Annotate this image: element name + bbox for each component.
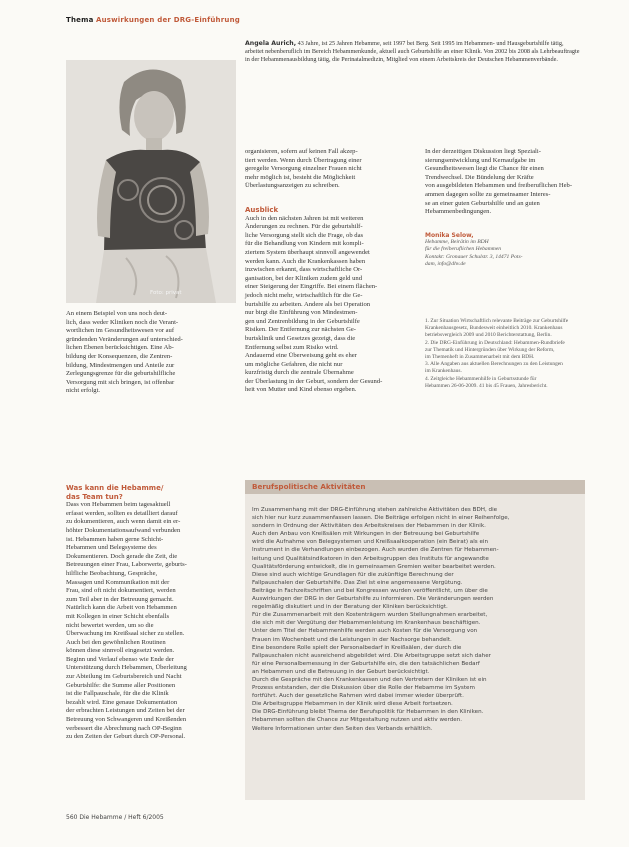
reference-line: Krankenhausgesetz, Bundesweit einheitlich 2010. Krankenhaus <box>425 325 563 332</box>
team-line: der erbrachten Leistungen und Zeiten bei der <box>66 707 185 715</box>
author-line: für die freiberuflichen Hebammen <box>425 246 502 253</box>
ausblick-line: Änderungen zu rechnen. Für die geburtshilf- <box>245 223 363 231</box>
team-line: hilfliche Beobachtung, Gespräche, <box>66 569 158 577</box>
box-line: an Hebammen und die Betreuung in der Geburt berücksichtigt. <box>252 668 430 675</box>
col3-line: sierungsentwicklung und Kernaufgabe im <box>425 156 536 164</box>
box-line: Die DRG-Einführung bleibt Thema der Berufspolitik für Hebammen in den Kliniken. <box>252 709 484 716</box>
team-line: Überwachung im Kreißsaal sicher zu stellen. <box>66 630 185 638</box>
ausblick-line: Entfernung selbst zum Risiko wird. <box>245 343 339 351</box>
reference-line: Hebammen 26-06-2009. 41 bis 45 Frauen, Jahresbericht. <box>425 382 548 389</box>
box-line: Fallpauschalen der Geburtshilfe. Das Ziel ist eine angemessene Vergütung. <box>252 579 463 586</box>
col1-top-text <box>66 310 236 396</box>
team-line: mit Kollegen in einer Schicht ebenfalls <box>66 612 170 620</box>
box-line: fortführt. Auch der gesetzliche Rahmen wird dabei immer wieder überprüft. <box>252 693 464 700</box>
box-line: Beiträge in Fachzeitschriften und bei Kongressen wurden veröffentlicht, um über die <box>252 587 488 594</box>
ausblick-line: Auch in den nächsten Jahren ist mit weiteren <box>245 214 364 222</box>
ausblick-line: nur birgt die Einführung von Mindestmen- <box>245 309 358 317</box>
ausblick-line: ganisation, bei der Kliniken zudem geld und <box>245 274 363 282</box>
header-subtitle: Auswirkungen der DRG-Einführung <box>95 16 240 24</box>
author-name: Monika Selow, <box>425 232 474 239</box>
col3-top-text <box>425 148 595 217</box>
running-header <box>66 16 240 24</box>
ausblick-line: gen und Zentrenbildung in der Geburtshilfe <box>245 317 360 325</box>
author-photo <box>66 60 236 303</box>
references <box>425 318 595 390</box>
team-heading-line1: Was kann die Hebamme/ <box>66 484 164 492</box>
col3-line: Hebammenbedingungen. <box>425 208 492 216</box>
team-line: können diese sinnvoll eingesetzt werden. <box>66 647 175 655</box>
ausblick-line: Risiken. Der Entfernung zur nächsten Ge- <box>245 326 356 334</box>
box-line: Fallpauschalen nicht ausreichend abgebildet wird. Die Arbeitsgruppe setzt sich daher <box>252 652 491 659</box>
team-line: Hebammen und Belegsysteme des <box>66 544 157 552</box>
ausblick-line: ziertem System überhaupt sinnvoll angewendet <box>245 248 370 256</box>
photo-credit: Foto: privat <box>150 290 182 296</box>
author-line: Kontakt: Gronauer Schulstr. 3, 14471 Pots- <box>425 253 523 260</box>
team-line: erfasst werden, sollten es detailliert darauf <box>66 509 178 517</box>
team-line: nicht bewertet werden, um so die <box>66 621 154 629</box>
team-line: Geburtshilfe: die Summe aller Positionen <box>66 681 176 689</box>
team-line: Unterstützung durch Hebammen, Überleitung <box>66 664 187 672</box>
box-line: wird die Aufnahme von Belegsystemen und Kreißsaalkooperation (ein Beirat) als ein <box>252 539 489 546</box>
box-line: Auch den Anbau von Kreißsälen mit Wirkungen in der Betreuung bei Geburtshilfe <box>252 531 480 538</box>
col1-line: Zerlegungsgrenze für die geburtshilfliche <box>66 370 176 378</box>
box-line: die sich mit der Vergütung der Hebammenleistung im Krankenhaus beschäftigen. <box>252 620 481 627</box>
team-line: Beginn und Verlauf ebenso wie Ende der <box>66 655 174 663</box>
author-line: dam, info@dhv.de <box>425 261 466 268</box>
team-line: höhter Dokumentationsaufwand verbunden <box>66 526 181 534</box>
reference-line: im Themenheft in Zusammenarbeit mit dem BDH. <box>425 354 535 361</box>
reference-line: 2. Die DRG-Einführung in Deutschland: Hebammen-Rundbriefe <box>425 339 565 346</box>
team-line: zu dokumentieren, auch wenn damit ein er- <box>66 518 181 526</box>
team-line: ist die Fallpauschale, für die die Klinik <box>66 690 169 698</box>
reference-line: betriebsvergleich 2009 und 2010 Berichterstattung, Berlin. <box>425 332 552 339</box>
team-line: Betreuung von Schwangeren und Kreißenden <box>66 716 187 724</box>
ausblick-line: Andauernd eine Überweisung geht es eher <box>245 352 357 360</box>
box-line: Die Arbeitsgruppe Hebammen in der Klinik wird diese Arbeit fortsetzen. <box>252 701 453 708</box>
box-line: leitung und Qualitätsindikatoren in den Arbeitsgruppen des Instituts für angewandte <box>252 555 489 562</box>
reference-line: im Krankenhaus. <box>425 368 462 375</box>
author-bio <box>245 40 581 64</box>
col3-line: von ausgebildeten Hebammen und freiberuflichen Heb- <box>425 182 573 190</box>
team-text <box>66 501 236 742</box>
box-line: für eine Personalbemessung in der Geburtshilfe ein, die den tatsächlichen Bedarf <box>252 660 480 667</box>
box-line: Hebammen sollten die Chance zur Mitgestaltung nutzen und aktiv werden. <box>252 717 463 724</box>
team-line: Auch bei den gewöhnlichen Routinen <box>66 638 166 646</box>
box-line: sondern in Ordnung der Aktivitäten des Arbeitskreises der Hebammen in der Klinik. <box>252 523 486 530</box>
col2-top-text <box>245 148 415 191</box>
team-line: zum Teil aber in der Betreuung gemacht. <box>66 595 174 603</box>
col2-line: Überlastungsanzeigen zu schreiben. <box>245 182 340 190</box>
team-line: Dokumentieren. Doch gerade die Zeit, die <box>66 552 178 560</box>
box-line: Diese sind auch wichtige Grundlagen für die zukünftige Berechnung der <box>252 571 454 578</box>
ausblick-line: burtshilfe zu arbeiten. Andere als bei Operation <box>245 300 371 308</box>
team-line: verbessert die Abrechnung nach OP-Beginn <box>66 724 182 732</box>
col2-line: organisieren, sofern auf keinen Fall akzep- <box>245 148 358 155</box>
box-line: sich hier nur kurz zusammenfassen lassen. Die Beiträge erfolgen nicht in einer Reihenfolge, <box>252 515 510 522</box>
ausblick-line: jedoch nicht mehr, wirtschaftlich für die Ge- <box>245 291 363 299</box>
author-details <box>425 239 595 269</box>
ausblick-text <box>245 215 415 395</box>
box-line: Prozess entstanden, der die Diskussion über die Rolle der Hebamme im System <box>252 685 475 692</box>
ausblick-line: werden kann. Auch die Krankenkassen haben <box>245 257 366 265</box>
col1-line: bildung der Konsequenzen, die Zentren- <box>66 352 173 360</box>
bio-name: Angela Aurich, <box>245 40 297 47</box>
ausblick-line: heit von Mutter und Kind ebenso ergeben. <box>245 386 357 394</box>
col3-line: se an einer guten Geburtshilfe und an guten <box>425 199 540 207</box>
ausblick-line: einer Steigerung der Eingriffe. Bei einem flächen- <box>245 283 378 291</box>
team-line: Dass von Hebammen beim tagesaktuell <box>66 501 171 509</box>
ausblick-line: liche Versorgung stellt sich die Frage, ob das <box>245 231 364 239</box>
col3-line: In der derzeitigen Diskussion liegt Speziali- <box>425 148 541 155</box>
col1-line: wortlichen im Gesundheitswesen vor auf <box>66 327 175 335</box>
ausblick-heading: Ausblick <box>245 206 279 214</box>
reference-line: 3. Alle Angaben aus aktuellen Berechnungen zu den Leistungen <box>425 361 563 368</box>
team-line: ist. Hebammen haben gerne Schicht- <box>66 535 164 543</box>
col2-line: tiert werden. Wenn durch Übertragung einer <box>245 156 362 164</box>
author-line: Hebamme, Beirätin im BDH <box>425 239 489 245</box>
col1-line: gründenden Veränderungen auf unterschied- <box>66 335 183 343</box>
box-line: Frauen im Wochenbett und die Leistungen in der Nachsorge behandelt. <box>252 636 452 643</box>
col2-line: geregelte Versorgung einzelner Frauen nicht <box>245 165 362 173</box>
col1-line: lichen Ebenen berücksichtigen. Eine Ab- <box>66 344 174 352</box>
box-line: Instrument in die Verhandlungen einbezogen. Auch wurden die Zentren für Hebammen- <box>252 547 499 554</box>
team-line: Betreuungen einer Frau, Laborwerte, geburts- <box>66 561 187 569</box>
ausblick-line: der Überlastung in der Geburt, sondern der Gesund- <box>245 377 383 385</box>
team-line: Frau, sind oft nicht dokumentiert, werden <box>66 587 176 595</box>
box-line: Weitere Informationen unter den Seiten des Verbands erhältlich. <box>252 725 433 732</box>
col3-line: Gesundheitswesen liegt die Chance für einen <box>425 165 544 173</box>
box-line: Durch die Gespräche mit den Krankenkassen und den Vertretern der Kliniken ist ein <box>252 676 487 683</box>
col1-line: nicht erfolgt. <box>66 387 101 395</box>
team-line: zur Abteilung im Geburtsbereich und Nacht <box>66 673 182 681</box>
box-line: regelmäßig diskutiert und in der Beratung der Kliniken berücksichtigt. <box>252 604 448 611</box>
col2-line: mehr möglich ist, besteht die Möglichkeit <box>245 173 356 181</box>
team-section <box>66 484 236 742</box>
ausblick-line: burtsklinik und Gesetzes gezeigt, dass die <box>245 334 356 342</box>
ausblick-line: für die Behandlung von Kindern mit kompli- <box>245 240 364 248</box>
reference-line: 4. Zeitgleiche Hebammenhilfe in Geburtsstunde für <box>425 375 537 382</box>
col1-line: bildung, Mindestmengen und Anteile zur <box>66 361 175 369</box>
reference-line: zur Thematik und Hintergründen über Wirkung der Reform, <box>425 346 555 353</box>
team-line: Massagen und Kommunikation mit der <box>66 578 170 586</box>
ausblick-line: kurzfristig durch die zentrale Übernahme <box>245 369 354 377</box>
sidebar-box-text <box>252 506 576 733</box>
team-heading-line2: das Team tun? <box>66 492 123 501</box>
ausblick-line: um mögliche Gefahren, die nicht nur <box>245 360 343 368</box>
box-line: Unter dem Titel der Hebammenhilfe werden auch Kosten für die Versorgung von <box>252 628 478 635</box>
box-line: Auswirkungen der DRG in der Geburtshilfe zu informieren. Die Veränderungen werden <box>252 596 494 603</box>
box-line: Im Zusammenhang mit der DRG-Einführung stehen zahlreiche Aktivitäten des BDH, die <box>252 507 498 513</box>
team-line: bezahlt wird. Eine genaue Dokumentation <box>66 698 178 706</box>
team-line: zu den Zeiten der Geburt durch OP-Personal. <box>66 733 186 741</box>
page-footer: 560 Die Hebamme / Heft 6/2005 <box>66 814 164 821</box>
ausblick-section <box>245 206 415 395</box>
header-topic: Thema <box>66 16 94 24</box>
author-block <box>425 232 595 269</box>
box-line: Für die Zusammenarbeit mit den Kostenträgern wurden Stellungnahmen erarbeitet, <box>252 612 488 619</box>
col3-line: Trendwechsel. Die Bündelung der Kräfte <box>425 173 534 181</box>
sidebar-box-title: Berufspolitische Aktivitäten <box>252 482 366 491</box>
bio-text: 43 Jahre, ist 25 Jahren Hebamme, seit 1997 bei Berg. Seit 1995 im Hebammen- und Hausgeburtshilfe tätig, arbeitet nebenberuflich im Bereich Hebammenkunde, aktuell auch Geburtshilfe an einer Klinik. Von 2002 bis 2008 als Lehrbeauftragte in der Hebammenausbildung tätig, die Perinatalmedizin, Mitglied von einem Arbeitskreis der Deutschen Hebammenverbände. <box>245 40 580 63</box>
col3-line: ammen dagegen sollte zu gemeinsamer Interes- <box>425 190 551 198</box>
team-line: Natürlich kann die Arbeit von Hebammen <box>66 604 177 612</box>
ausblick-line: inzwischen erkannt, dass wirtschaftliche Or- <box>245 266 363 274</box>
col1-line: Versorgung mit sich bringen, ist offenbar <box>66 378 175 386</box>
box-line: Qualitätsförderung entwickelt, die in gemeinsamen Gremien weiter bearbeitet werden. <box>252 563 496 570</box>
reference-line: 1. Zur Situation Wirtschaftlich relevante Beiträge zur Geburtshilfe <box>425 318 569 324</box>
col1-line: lich, dass weder Kliniken noch die Verant- <box>66 318 179 326</box>
box-line: Eine besondere Rolle spielt der Personalbedarf in Kreißsälen, der durch die <box>252 644 462 651</box>
col1-line: An einem Beispiel von uns noch deut- <box>66 310 168 317</box>
